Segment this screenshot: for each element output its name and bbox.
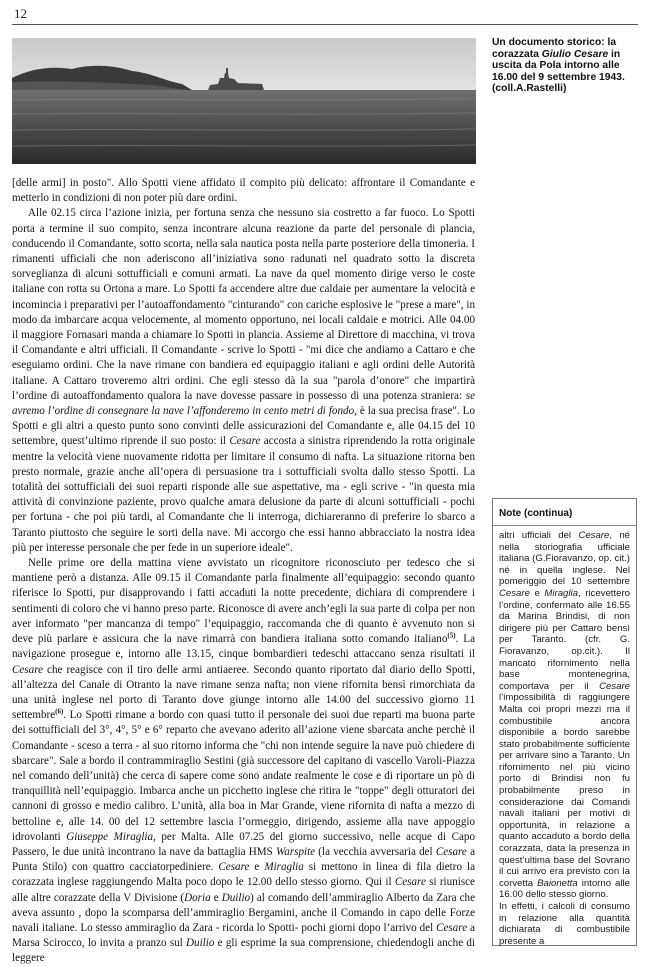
italic-text: Cesare	[578, 530, 610, 541]
text-run: , né nella storiografia ufficiale italiana (G.Fioravanzo, op. cit.) né in quella inglese. Nel pomeriggio del 10 settembre	[499, 530, 630, 588]
italic-text: Cesare	[499, 587, 530, 599]
text-run: e gli esprime la sua comprensione, chiedendogli anche di leggere	[12, 937, 476, 965]
caption-ship-name: Giulio Cesare	[541, 48, 609, 60]
text-run: , per Malta. Alle 07.25 del giorno successivo, nelle acque di Capo Passero, le due unità incontrano la nave da battaglia HMS	[12, 830, 475, 858]
paragraph	[12, 206, 475, 556]
paragraph	[12, 556, 475, 966]
italic-text: Cesare	[12, 663, 44, 676]
footnote-ref: (6)	[55, 707, 64, 716]
paragraph	[12, 176, 475, 206]
text-run: e	[210, 891, 222, 904]
italic-text: Giuseppe Miraglia	[66, 830, 154, 843]
italic-text: Cesare	[435, 845, 467, 858]
article-body	[12, 176, 475, 967]
text-run: Nelle prime ore della mattina viene avvistato un ricognitore riconosciuto per tedesco che si mantiene però a distanza. Alle 09.15 il Comandante parla finalmente all’equipaggio: secondo quanto riferisce lo Spotti, pur disapprovando i fatti accaduti la notte precedente, dichiara di comprendere i sentimenti di coloro che vi hanno preso parte. Riconosce di avere anch’egli la sua parte di colpa per non aver informato "per mancanza di tempo" l’equipaggio, raccomanda che di quanto è avvenuto non si deve più parlare e assicura che la nave rimarrà con bandiera italiana sotto comando italiano	[12, 557, 475, 646]
caption-text: Un documento storico: la corazzata	[492, 37, 617, 60]
caption-text-end: in uscita da Pola intorno alle 16.00 del 9 settembre 1943. (coll.A.Rastelli)	[492, 48, 625, 95]
italic-text: se avremo l’ordine di consegnare la nave l’affonderemo in cento metri di fondo	[12, 389, 475, 418]
italic-text: Baionetta	[537, 877, 578, 889]
page-number: 12	[14, 6, 27, 21]
text-run: , ricevettero l’ordine, confermato alle 16.55 da Marina Brindisi, di non dirigere più per Cattaro bensì per Taranto. (cfr. G. Fioravanzo, op.cit.). Il mancato rifornimento nella base montenegrina, comportava per il	[499, 587, 630, 692]
text-run: In effetti, i calcoli di consumo in relazione alla quantità dichiarata di combustibile presente a	[499, 901, 630, 947]
text-run: e	[249, 861, 265, 874]
notes-box	[492, 498, 637, 946]
photo-sea	[12, 90, 476, 164]
italic-text: Doria	[184, 891, 211, 904]
battleship-photo	[12, 38, 476, 164]
text-run: a Punta Stilo) con quattro cacciatorpediniere.	[12, 845, 475, 874]
photo-caption	[492, 37, 634, 95]
italic-text: Warspite	[276, 845, 316, 858]
text-run: . Lo Spotti rimane a bordo con quasi tutto il personale dei suoi due reparti ma buona parte dei sottufficiali del 3°, 4°, 5° e 6° reparto che avevano aderito all’azione viene sbarcata anche perchè il Comandante - sceso a terra - al suo ritorno informa che "chi non intende seguire la nave può chiedere di sbarcare". Sale a bordo il contrammiraglio Sestini (già successore del capitano di vascello Varoli-Piazza nel comando dell’unità) che cerca di sapere come sono andate realmente le cose e di riportare un pò di tranquillità nell’equipaggio. Imbarca anche un picchetto inglese che ritira le "toppe" degli otturatori dei cannoni di grosso e medio calibro. L’unità, alla boa in Mar Grande, viene rifornita di nafta a mezzo di bettoline e, alle 14. 00 del 12 settembre lascia l’ormeggio, dirigendo, assieme alla nave appoggio idrovolanti	[12, 709, 475, 843]
header-rule	[12, 24, 638, 25]
text-run: accosta a sinistra riprendendo la rotta originale mentre la velocità viene nuovamente ridotta per limitare il consumo di nafta. La situazione ritorna ben presto normale, grazie anche all’opera di persuasione tra i sottufficiali svolta dallo stesso Spotti. La totalità dei sottufficiali dei suoi reparti risponde alle sue aspettative, ma - egli scrive - "in questa mia attività di convinzione paziente, provo qualche amara delusione da parte di alcuni sottufficiali - pochi per fortuna - che poi più tardi, al Comandante che li interroga, dichiareranno di preferire lo sbarco a Taranto piuttosto che seguire le sorti della nave. Mi accorgo che essi hanno abbracciato la nostra idea più per interesse personale che per fede in un superiore ideale".	[12, 435, 475, 554]
italic-text: Cesare	[599, 680, 630, 692]
note-paragraph	[499, 901, 630, 947]
photo-drawing	[12, 38, 476, 164]
italic-text: Cesare	[394, 876, 426, 889]
notes-heading: Note (continua)	[493, 499, 636, 526]
text-run: si mettono in linea di fila dietro la corazzata inglese raggiungendo Malta poco dopo le 12.00 dello stesso giorno. Qui il	[12, 861, 475, 889]
italic-text: Cesare	[229, 435, 261, 448]
note-paragraph	[499, 530, 630, 901]
text-run: (la vecchia avversaria del	[315, 845, 436, 858]
text-run: altri ufficiali del	[499, 530, 579, 541]
text-run: Alle 02.15 circa l’azione inizia, per fortuna senza che nessuno sia costretto a far fuoco. Lo Spotti porta a termine il suo compito, senza incontrare alcuna reazione da parte del personale di plancia, conducendo il Comandante, sotto scorta, nella sala nautica posta nella parte posteriore della timoneria. I rimanenti ufficiali che non aderiscono all’iniziativa sono radunati nel quadrato sotto la discreta sorveglianza di alcuni sottufficiali e comuni armati. La nave da quel momento dirige verso le coste italiane con rotta su Ortona a mare. Lo Spotti fa accendere altre due caldaie per aumentare la velocità e incomincia i preparativi per l’autoaffondamento "cinturando" con cariche esplosive le "prese a mare", in modo da imbarcare acqua velocemente, al momento opportuno, nei locali caldaie e motrici. Alle 04.00 il maggiore Fornasari manda a chiamare lo Spotti in plancia. Assieme al Direttore di macchina, vi trova il Comandante e altri ufficiali. Il Comandante - scrive lo Spotti - "mi dice che andiamo a Cattaro e che eseguiamo ordini. Che la nave rimane con bandiera ed equipaggio italiani e agli ordini delle Autorità italiane. A Cattaro troveremo altri ordini. Che egli stesso dà la sua "parola d’onore" che impartirà l’ordine di autoaffondamento qualora la nave dovesse passare in possesso di una potenza straniera:	[12, 207, 475, 402]
italic-text: Miraglia	[264, 861, 304, 874]
text-run: l’impossibilità di raggiungere Malta coi propri mezzi ma il combustibile ancora disponibile a bordo sarebbe stato probabilmente sufficiente per arrivare sino a Taranto. Un rifornimento nel più vicino porto di Brindisi non fu probabilmente preso in considerazione dai Comandi navali italiani per motivi di opportunità, in relazione a quanto accaduto a bordo della corazzata, data la presenza in quest’ultima base del Sovrano il cui arrivo era previsto con la corvetta	[499, 692, 630, 889]
text-run: che reagisce con il tiro delle armi antiaeree. Secondo quanto riportato dal diario dello Spotti, all’altezza del Canale di Otranto la nave rimane senza nafta; non viene rifornita bensì rimorchiata da una unità inglese nel porto di Taranto dove giunge intorno alle 14.00 del successivo giorno 11 settembre	[12, 663, 475, 722]
text-run: [delle armi] in posto". Allo Spotti viene affidato il compito più delicato: affrontare il Comandante e metterlo in condizioni di non poter più dare ordini.	[12, 177, 475, 205]
notes-text	[493, 526, 636, 947]
footnote-ref: (5)	[447, 631, 456, 640]
italic-text: Duilio	[186, 937, 215, 950]
text-run: . La navigazione prosegue e, intorno alle 13.15, cinque bombardieri tedeschi attaccano senza risultati il	[12, 633, 475, 661]
text-run: intorno alle 16.00 dello stesso giorno.	[499, 877, 630, 901]
italic-text: Cesare	[436, 921, 468, 934]
text-run: , è la sua precisa frase". Lo Spotti e gli altri a questo punto sono convinti delle assicurazioni del Comandante e, alle 04.15 del 10 settembre, quest’ultimo riprende il suo posto: il	[12, 405, 475, 448]
italic-text: Duilio	[221, 891, 251, 904]
text-run: a Marsa Scirocco, lo invita a pranzo sul	[12, 921, 475, 950]
italic-text: Cesare	[218, 861, 250, 874]
italic-text: Miraglia	[544, 587, 578, 599]
text-run: e	[529, 587, 545, 599]
text-run: si riunisce alle altre corazzate della V Divisione (	[12, 876, 475, 904]
text-run: ) al comando dell’ammiraglio Alberto da Zara che aveva assunto , dopo la scomparsa dell’ammiraglio Bergamini, anche il Comando in capo delle Forze navali italiane. Lo stesso ammiraglio da Zara - ricorda lo Spotti- pochi giorni dopo l’arrivo del	[12, 891, 475, 934]
